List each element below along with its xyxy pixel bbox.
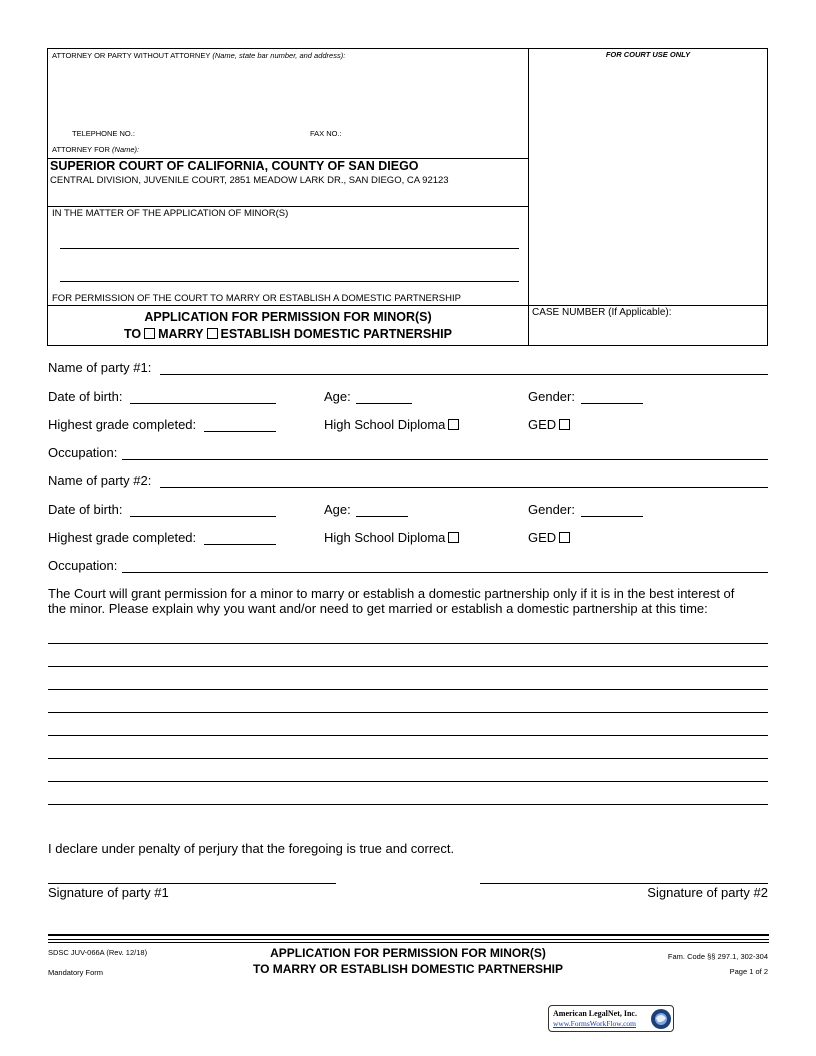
party2-dob-label: Date of birth:	[48, 502, 123, 517]
party2-gender-label: Gender:	[528, 502, 575, 517]
title-establish: ESTABLISH DOMESTIC PARTNERSHIP	[220, 327, 452, 341]
form-id: SDSC JUV-066A (Rev. 12/18)	[48, 948, 148, 957]
logo-company: American LegalNet, Inc.	[553, 1009, 637, 1018]
explanation-text-1: The Court will grant permission for a minor to marry or establish a domestic partnership only if it is in the best interest of	[48, 586, 735, 601]
party1-name-field[interactable]	[160, 374, 768, 375]
party1-age-label: Age:	[324, 389, 351, 404]
party1-diploma-label: High School Diploma	[324, 417, 446, 432]
domestic-partnership-checkbox[interactable]	[207, 328, 218, 339]
signature1-label: Signature of party #1	[48, 885, 169, 900]
attorney-hint: (Name, state bar number, and address):	[212, 51, 346, 60]
form-title-line1: APPLICATION FOR PERMISSION FOR MINOR(S)	[144, 310, 432, 324]
explanation-line[interactable]	[48, 666, 768, 667]
permission-label: FOR PERMISSION OF THE COURT TO MARRY OR ESTABLISH A DOMESTIC PARTNERSHIP	[52, 293, 461, 304]
party2-diploma-checkbox[interactable]	[448, 532, 459, 543]
fax-label: FAX NO.:	[310, 129, 342, 138]
page-number: Page 1 of 2	[729, 967, 768, 976]
footer-title-line2: TO MARRY OR ESTABLISH DOMESTIC PARTNERSHIP	[252, 962, 564, 976]
party2-occupation-field[interactable]	[122, 572, 768, 573]
party2-grade-field[interactable]	[204, 544, 276, 545]
party1-grade-field[interactable]	[204, 431, 276, 432]
explanation-line[interactable]	[48, 689, 768, 690]
statute-code: Fam. Code §§ 297.1, 302-304	[667, 952, 768, 961]
court-address: CENTRAL DIVISION, JUVENILE COURT, 2851 MEADOW LARK DR., SAN DIEGO, CA 92123	[50, 175, 449, 186]
caption-divider	[528, 49, 529, 346]
party2-grade-label: Highest grade completed:	[48, 530, 197, 545]
party2-dob-field[interactable]	[130, 516, 276, 517]
party1-name-label: Name of party #1:	[48, 360, 152, 375]
party1-age-field[interactable]	[356, 403, 412, 404]
caption-box	[47, 48, 768, 346]
matter-label: IN THE MATTER OF THE APPLICATION OF MINOR(S)	[52, 208, 289, 219]
party2-ged-checkbox[interactable]	[559, 532, 570, 543]
party1-ged-checkbox[interactable]	[559, 419, 570, 430]
party2-age-label: Age:	[324, 502, 351, 517]
party2-diploma-label: High School Diploma	[324, 530, 446, 545]
party1-ged	[528, 417, 573, 432]
title-marry: MARRY	[158, 327, 204, 341]
footer-title-line1: APPLICATION FOR PERMISSION FOR MINOR(S)	[270, 946, 546, 960]
globe-icon	[650, 1008, 672, 1030]
court-line-bottom	[48, 206, 528, 207]
minor-name-line-1[interactable]	[60, 248, 519, 249]
marry-checkbox[interactable]	[144, 328, 155, 339]
footer-rule-2	[48, 939, 769, 940]
party1-dob-field[interactable]	[130, 403, 276, 404]
party2-diploma	[324, 530, 462, 545]
explanation-line[interactable]	[48, 804, 768, 805]
party1-diploma-checkbox[interactable]	[448, 419, 459, 430]
explanation-line[interactable]	[48, 758, 768, 759]
explanation-line[interactable]	[48, 735, 768, 736]
attorney-label	[52, 51, 345, 60]
explanation-line[interactable]	[48, 643, 768, 644]
telephone-label: TELEPHONE NO.:	[72, 129, 135, 138]
attorney-for	[52, 145, 139, 154]
party2-ged-label: GED	[528, 530, 557, 545]
form-title-line2	[48, 327, 528, 341]
attorney-label-text: ATTORNEY OR PARTY WITHOUT ATTORNEY	[52, 51, 211, 60]
title-to: TO	[123, 327, 142, 341]
party1-gender-field[interactable]	[581, 403, 643, 404]
attorney-for-label: ATTORNEY FOR	[52, 145, 110, 154]
party2-ged	[528, 530, 573, 545]
party2-name-label: Name of party #2:	[48, 473, 152, 488]
minor-name-line-2[interactable]	[60, 281, 519, 282]
footer-rule-1	[48, 934, 769, 936]
attorney-for-hint: (Name):	[112, 145, 140, 154]
signature2-label: Signature of party #2	[647, 885, 768, 900]
party2-age-field[interactable]	[356, 516, 408, 517]
court-use-only: FOR COURT USE ONLY	[605, 50, 691, 59]
legalnet-logo[interactable]	[548, 1005, 674, 1032]
party1-grade-label: Highest grade completed:	[48, 417, 197, 432]
court-name: SUPERIOR COURT OF CALIFORNIA, COUNTY OF SAN DIEGO	[50, 159, 419, 173]
title-line	[48, 305, 768, 306]
party2-gender-field[interactable]	[581, 516, 643, 517]
party2-name-field[interactable]	[160, 487, 768, 488]
case-number-label: CASE NUMBER (If Applicable):	[532, 307, 672, 318]
party1-dob-label: Date of birth:	[48, 389, 123, 404]
declaration-text: I declare under penalty of perjury that the foregoing is true and correct.	[48, 841, 455, 856]
party1-occupation-label: Occupation:	[48, 445, 118, 460]
party1-diploma	[324, 417, 462, 432]
signature2-line[interactable]	[480, 883, 768, 884]
mandatory-form: Mandatory Form	[48, 968, 104, 977]
logo-url[interactable]: www.FormsWorkFlow.com	[553, 1019, 637, 1028]
party1-ged-label: GED	[528, 417, 557, 432]
explanation-line[interactable]	[48, 781, 768, 782]
footer-rule-3	[48, 942, 769, 943]
signature1-line[interactable]	[48, 883, 336, 884]
party1-occupation-field[interactable]	[122, 459, 768, 460]
party1-gender-label: Gender:	[528, 389, 575, 404]
explanation-text-2: the minor. Please explain why you want and/or need to get married or establish a domestic partnership at this time:	[48, 601, 708, 616]
explanation-line[interactable]	[48, 712, 768, 713]
party2-occupation-label: Occupation:	[48, 558, 118, 573]
